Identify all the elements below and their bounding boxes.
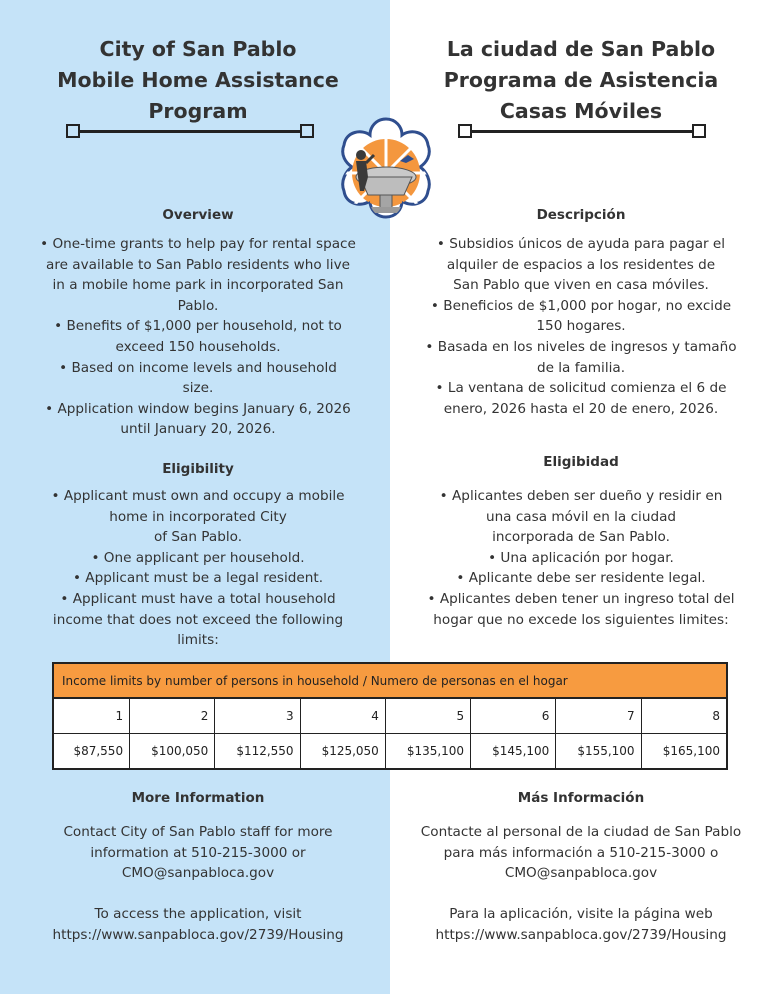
text-line: To access the application, visit xyxy=(94,906,302,923)
text-line: • Applicant must have a total household xyxy=(60,590,336,607)
persons-cell: 8 xyxy=(641,698,727,734)
english-title xyxy=(22,34,374,127)
text-line: income that does not exceed the following xyxy=(52,611,344,628)
persons-row xyxy=(53,698,727,734)
text-line: exceed 150 households. xyxy=(115,338,281,355)
more-info-text xyxy=(22,822,374,946)
text-line: incorporada de San Pablo. xyxy=(492,529,670,546)
persons-cell: 2 xyxy=(130,698,215,734)
more-info-heading: Más Información xyxy=(517,790,645,806)
blank-line xyxy=(398,884,764,905)
persons-cell: 1 xyxy=(53,698,130,734)
text-line: of San Pablo. xyxy=(153,529,243,546)
text-line: Contacte al personal de la ciudad de San Pablo xyxy=(420,824,742,840)
limit-cell: $155,100 xyxy=(556,734,641,770)
text-line: • La ventana de solicitud comienza el 6 de xyxy=(435,380,727,397)
overview-heading: Descripción xyxy=(536,207,626,223)
eligibility-text xyxy=(398,486,764,630)
text-line: • Based on income levels and household xyxy=(59,359,337,376)
title-line: Casas Móviles xyxy=(499,99,663,123)
title-divider xyxy=(458,124,706,138)
text-line: alquiler de espacios a los residentes de xyxy=(446,256,716,273)
persons-cell: 6 xyxy=(471,698,556,734)
text-line: Pablo. xyxy=(177,297,219,314)
text-line: 150 hogares. xyxy=(536,318,626,335)
text-line: • One-time grants to help pay for rental space xyxy=(40,236,356,252)
city-seal-icon xyxy=(334,115,438,221)
title-line: Programa de Asistencia xyxy=(443,68,719,92)
limit-cell: $87,550 xyxy=(53,734,130,770)
persons-cell: 3 xyxy=(215,698,300,734)
text-line: una casa móvil en la ciudad xyxy=(485,508,677,525)
text-line: • Aplicantes deben tener un ingreso total del xyxy=(427,590,735,607)
text-line: • Application window begins January 6, 2026 xyxy=(45,400,351,417)
text-line: Para la aplicación, visite la página web xyxy=(449,906,713,923)
text-line: • Applicant must own and occupy a mobile xyxy=(51,488,345,504)
title-divider xyxy=(66,124,314,138)
title-line: City of San Pablo xyxy=(99,37,297,61)
overview-text xyxy=(398,234,764,419)
limit-cell: $112,550 xyxy=(215,734,300,770)
text-line: • Una aplicación por hogar. xyxy=(488,549,674,566)
application-link[interactable]: https://www.sanpabloca.gov/2739/Housing xyxy=(435,926,727,943)
limits-row xyxy=(53,734,727,770)
text-line: in a mobile home park in incorporated San xyxy=(52,277,344,294)
text-line: • Beneficios de $1,000 por hogar, no excide xyxy=(430,297,732,314)
application-link[interactable]: https://www.sanpabloca.gov/2739/Housing xyxy=(52,926,344,943)
text-line: • One applicant per household. xyxy=(91,549,305,566)
title-line: Mobile Home Assistance xyxy=(57,68,339,92)
text-line: limits: xyxy=(177,632,219,649)
blank-line xyxy=(22,884,374,905)
text-line: San Pablo que viven en casa móviles. xyxy=(453,277,709,294)
persons-cell: 4 xyxy=(300,698,385,734)
limit-cell: $145,100 xyxy=(471,734,556,770)
text-line: enero, 2026 hasta el 20 de enero, 2026. xyxy=(443,400,719,417)
eligibility-heading: Eligibility xyxy=(162,461,234,477)
title-line: Program xyxy=(148,99,248,123)
persons-cell: 5 xyxy=(385,698,470,734)
limit-cell: $165,100 xyxy=(641,734,727,770)
text-line: • Aplicantes deben ser dueño y residir en xyxy=(439,488,723,504)
contact-email[interactable]: CMO@sanpabloca.gov xyxy=(504,865,658,882)
text-line: para más información a 510-215-3000 o xyxy=(443,844,719,861)
text-line: until January 20, 2026. xyxy=(120,421,276,438)
text-line: information at 510-215-3000 or xyxy=(90,844,306,861)
limit-cell: $135,100 xyxy=(385,734,470,770)
overview-text xyxy=(22,234,374,440)
more-info-heading: More Information xyxy=(131,790,265,806)
text-line: • Basada en los niveles de ingresos y tamaño xyxy=(425,338,737,355)
text-line: de la familia. xyxy=(536,359,626,376)
contact-email[interactable]: CMO@sanpabloca.gov xyxy=(121,865,275,882)
eligibility-heading: Eligibidad xyxy=(543,454,619,470)
text-line: • Aplicante debe ser residente legal. xyxy=(456,570,706,587)
eligibility-text xyxy=(22,486,374,651)
limit-cell: $100,050 xyxy=(130,734,215,770)
text-line: • Subsidios únicos de ayuda para pagar el xyxy=(436,236,726,252)
text-line: are available to San Pablo residents who live xyxy=(46,256,350,273)
text-line: Contact City of San Pablo staff for more xyxy=(63,824,333,840)
spanish-title xyxy=(398,34,764,127)
title-line: La ciudad de San Pablo xyxy=(446,37,716,61)
text-line: hogar que no excede los siguientes limites: xyxy=(433,611,729,628)
income-limits-table xyxy=(52,662,728,770)
text-line: size. xyxy=(182,380,214,397)
text-line: • Benefits of $1,000 per household, not to xyxy=(54,318,342,335)
more-info-text xyxy=(398,822,764,946)
text-line: • Applicant must be a legal resident. xyxy=(72,570,324,587)
persons-cell: 7 xyxy=(556,698,641,734)
text-line: home in incorporated City xyxy=(109,508,287,525)
overview-heading: Overview xyxy=(162,207,234,223)
limit-cell: $125,050 xyxy=(300,734,385,770)
table-header: Income limits by number of persons in household / Numero de personas en el hogar xyxy=(53,663,727,698)
